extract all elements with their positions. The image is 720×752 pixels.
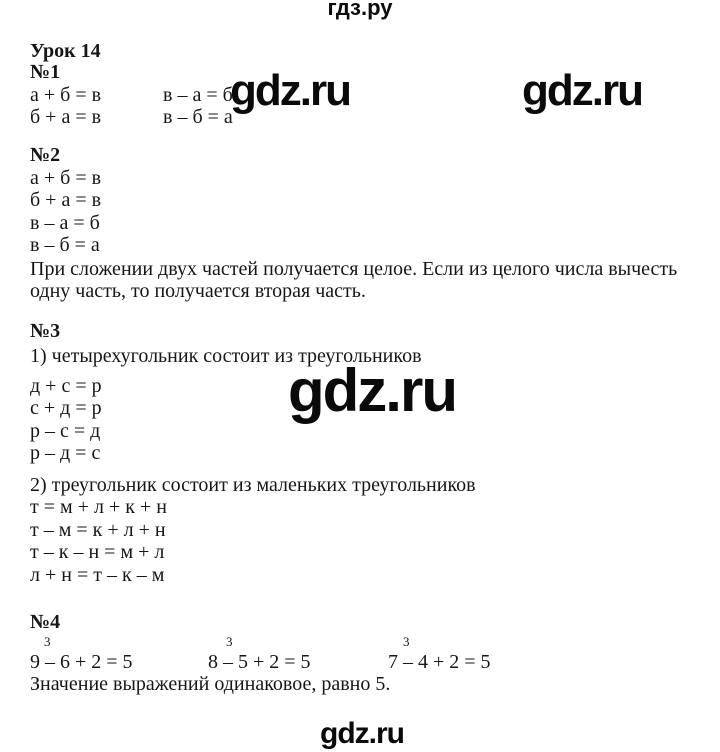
task4-carry-digit: 3 (226, 634, 233, 649)
task3-equation: с + д = р (30, 397, 102, 419)
task2-equation: в – а = б (30, 212, 100, 234)
task4-note: Значение выражений одинаковое, равно 5. (30, 673, 391, 695)
watermark-inline-left: gdz.ru (230, 66, 350, 115)
task4-expression: 8 – 5 + 2 = 5 (208, 651, 311, 673)
task4-label: №4 (30, 611, 61, 633)
task3-equation: т = м + л + к + н (30, 496, 167, 518)
task3-equation: р – с = д (30, 420, 101, 442)
task4-expression: 9 – 6 + 2 = 5 (30, 651, 133, 673)
task2-equation: б + а = в (30, 189, 102, 211)
task1-equation: в – б = а (163, 106, 233, 128)
task4-carry-digit: 3 (44, 634, 51, 649)
task4-expression: 7 – 4 + 2 = 5 (388, 651, 491, 673)
task2-equation: а + б = в (30, 167, 102, 189)
task3-equation: т – м = к + л + н (30, 519, 166, 541)
watermark-footer: gdz.ru (320, 717, 404, 750)
task3-equation: т – к – н = м + л (30, 541, 165, 563)
task3-part2-heading: 2) треугольник состоит из маленьких треугольников (30, 474, 476, 496)
task1-label: №1 (30, 61, 61, 83)
task3-part1-heading: 1) четырехугольник состоит из треугольников (30, 345, 422, 367)
site-header: гдз.ру (327, 0, 393, 20)
task3-equation: д + с = р (30, 375, 102, 397)
task2-equation: в – б = а (30, 234, 100, 256)
task1-equation: а + б = в (30, 84, 102, 106)
task2-label: №2 (30, 144, 61, 166)
task1-equation: б + а = в (30, 106, 102, 128)
task3-label: №3 (30, 320, 61, 342)
watermark-large: gdz.ru (288, 357, 456, 424)
task1-equation: в – а = б (163, 84, 233, 106)
task4-carry-digit: 3 (403, 634, 410, 649)
task2-note-line: При сложении двух частей получается целое. Если из целого числа вычесть (30, 258, 678, 280)
task3-equation: л + н = т – к – м (30, 564, 165, 586)
watermark-inline-right: gdz.ru (522, 66, 642, 115)
lesson-title: Урок 14 (30, 40, 101, 62)
task3-equation: р – д = с (30, 442, 101, 464)
task2-note-line: одну часть, то получается вторая часть. (30, 280, 366, 302)
